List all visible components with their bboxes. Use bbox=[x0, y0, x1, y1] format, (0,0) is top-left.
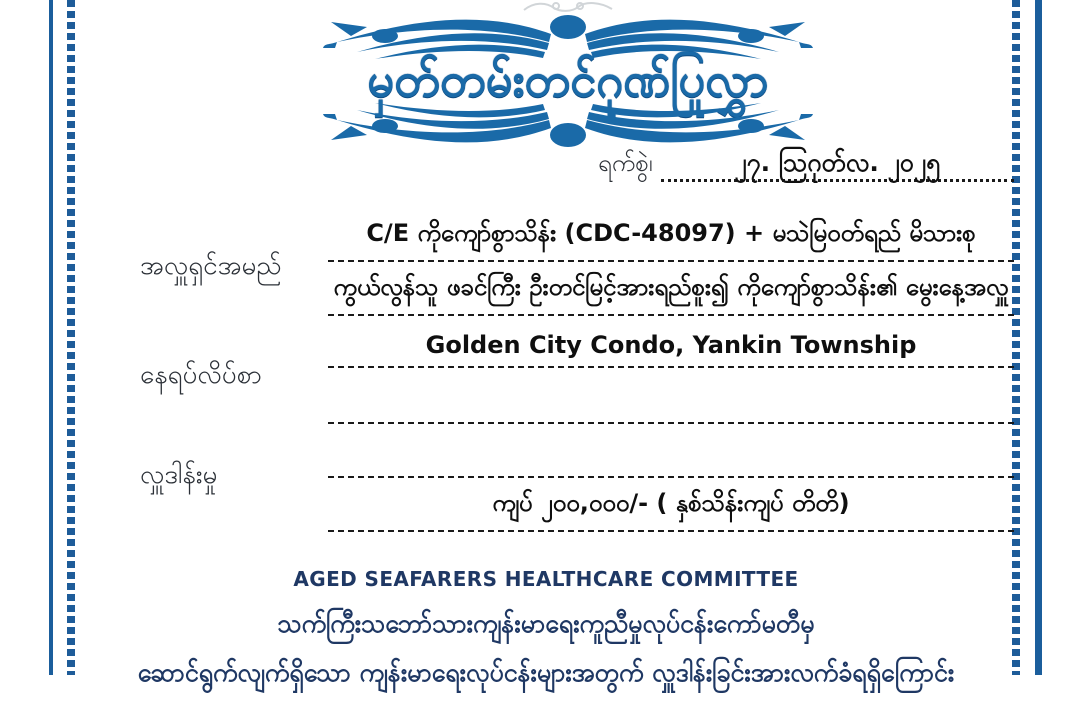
page-title: မှတ်တမ်းတင်ဂုဏ်ပြုလွှာ bbox=[367, 53, 769, 108]
date-label: ရက်စွဲ၊ bbox=[598, 149, 653, 177]
right-solid-border bbox=[1035, 0, 1042, 675]
address-value: Golden City Condo, Yankin Township bbox=[425, 331, 917, 359]
left-solid-border bbox=[49, 0, 53, 675]
address-line-1 bbox=[328, 311, 1014, 368]
date-row bbox=[598, 142, 1014, 182]
bottom-flourish-icon bbox=[323, 92, 813, 148]
donor-name-value-2: ကွယ်လွန်သူ ဖခင်ကြီး ဦးတင်မြင့်အားရည်စူး၍ ကိုကျော်စွာသိန်း၏ မွေးနေ့အလှူ bbox=[333, 273, 1009, 301]
donor-name-line-2 bbox=[328, 262, 1014, 316]
field-donation bbox=[140, 421, 1014, 532]
left-dashed-border bbox=[67, 0, 75, 675]
field-donor-name bbox=[140, 205, 1014, 316]
field-address bbox=[140, 311, 1014, 424]
donor-name-line-1 bbox=[328, 205, 1014, 262]
address-label: နေရပ်လိပ်စာ bbox=[140, 360, 262, 390]
date-value: ၂၇. ဩဂုတ်လ. ၂၀၂၅ bbox=[734, 148, 941, 177]
committee-name-burmese: သက်ကြီးသဘော်သားကျန်းမာရေးကူညီမှုလုပ်ငန်းကော်မတီမှ bbox=[277, 609, 815, 638]
donation-line-1 bbox=[328, 421, 1014, 478]
faint-top-ornament-icon bbox=[520, 0, 616, 14]
footer bbox=[80, 567, 1012, 702]
donor-name-value-1: C/E ကိုကျော်စွာသိန်း (CDC-48097) + မသဲမြဝတ်ရည် မိသားစု bbox=[366, 219, 976, 247]
donation-line-2 bbox=[328, 478, 1014, 532]
donor-name-label: အလှူရှင်အမည် bbox=[140, 251, 282, 281]
address-line-2 bbox=[328, 368, 1014, 424]
acknowledgement-statement: ဆောင်ရွက်လျက်ရှိသော ကျန်းမာရေးလုပ်ငန်းများအတွက် လှူဒါန်းခြင်းအားလက်ခံရရှိကြောင်း bbox=[137, 658, 955, 687]
date-dotted-line bbox=[661, 142, 1014, 182]
title-block bbox=[318, 0, 818, 148]
donation-amount: ကျပ် ၂၀၀,၀၀၀/- ( နှစ်သိန်းကျပ် တိတိ) bbox=[492, 489, 850, 517]
donation-label: လှူဒါန်းမှု bbox=[140, 460, 218, 490]
committee-name-english: AGED SEAFARERS HEALTHCARE COMMITTEE bbox=[293, 567, 799, 591]
